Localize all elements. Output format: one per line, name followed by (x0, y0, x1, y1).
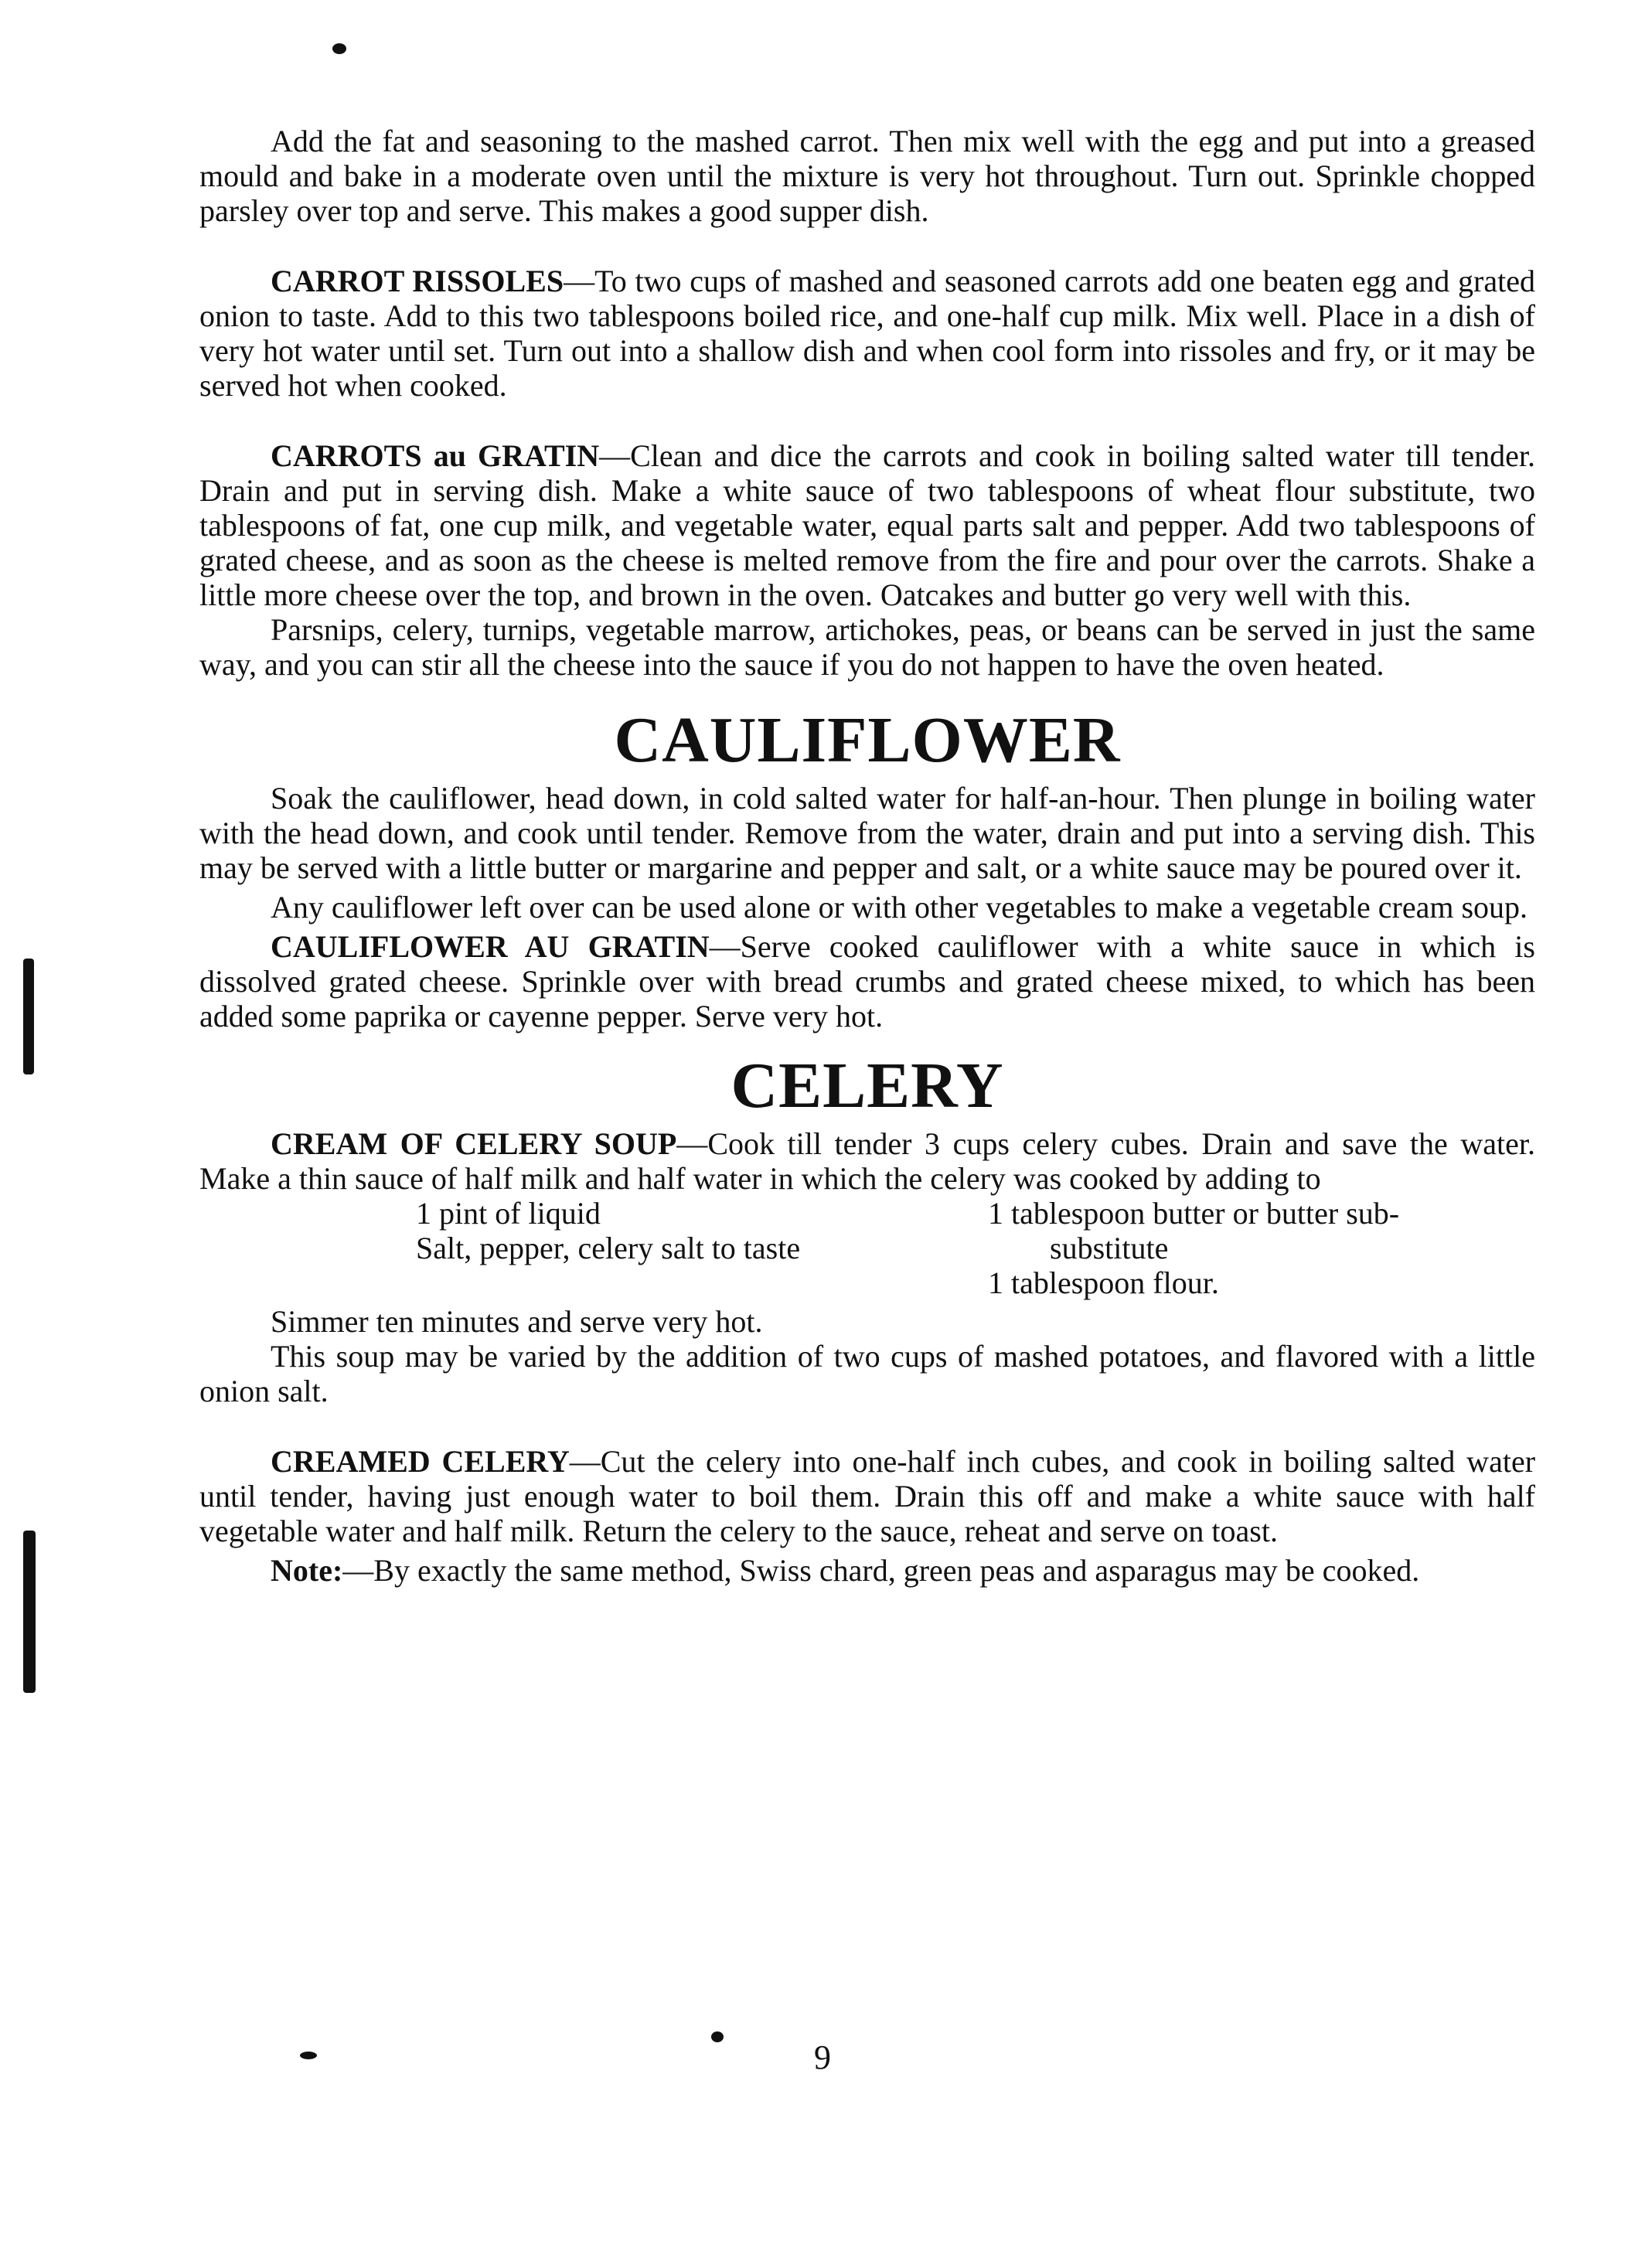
note-label: Note: (271, 1553, 343, 1588)
ingredient-item: Salt, pepper, celery salt to taste (416, 1231, 801, 1265)
section-heading-celery: CELERY (731, 1050, 1004, 1122)
section-heading-cauliflower: CAULIFLOWER (614, 704, 1121, 776)
cauliflower-au-gratin-recipe: CAULIFLOWER AU GRATIN—Serve cooked cauliflower with a white sauce in which is dissolved grated cheese. Sprinkle over with bread crumbs and grated cheese mixed, to which has been added some paprika or cayenne pepper. Serve very hot. (199, 929, 1535, 1034)
simmer-instruction: Simmer ten minutes and serve very hot. (271, 1304, 763, 1339)
ingredient-list (199, 1196, 1535, 1304)
creamed-celery-recipe: CREAMED CELERY—Cut the celery into one-half inch cubes, and cook in boiling salted water until tender, having just enough water to boil them. Drain this off and make a white sauce with half vegetable water and half milk. Return the celery to the sauce, reheat and serve on toast. (199, 1444, 1536, 1548)
recipe-title: CARROTS au GRATIN (271, 438, 600, 473)
cauliflower-paragraph: Soak the cauliflower, head down, in cold salted water for half-an-hour. Then plunge in boiling water with the head down, and cook until tender. Remove from the water, drain and put into a serving dish. This may be served with a little butter or margarine and pepper and salt, or a white sauce may be poured over it. (199, 781, 1535, 885)
scan-speck (332, 43, 346, 54)
ingredient-item: 1 tablespoon flour. (988, 1265, 1219, 1300)
cauliflower-leftover-paragraph: Any cauliflower left over can be used alone or with other vegetables to make a vegetable cream soup. (271, 890, 1528, 925)
ingredient-item: substitute (1050, 1231, 1169, 1265)
carrots-variation-paragraph: Parsnips, celery, turnips, vegetable marrow, artichokes, peas, or beans can be served in just the same way, and you can stir all the cheese into the sauce if you do not happen to have the oven heated. (199, 612, 1535, 682)
ingredient-column-right (988, 1196, 1545, 1300)
intro-paragraph: Add the fat and seasoning to the mashed carrot. Then mix well with the egg and put into a greased mould and bake in a moderate oven until the mixture is very hot throughout. Turn out. Sprinkle chopped parsley over top and serve. This makes a good supper dish. (199, 124, 1535, 228)
note-paragraph: Note:—By exactly the same method, Swiss chard, green peas and asparagus may be cooked. (271, 1553, 1420, 1588)
recipe-title: CAULIFLOWER AU GRATIN (271, 929, 710, 964)
recipe-title: CARROT RISSOLES (271, 264, 564, 298)
carrot-rissoles-recipe: CARROT RISSOLES—To two cups of mashed and seasoned carrots add one beaten egg and grated onion to taste. Add to this two tablespoons boiled rice, and one-half cup milk. Mix well. Place in a dish of very hot water until set. Turn out into a shallow dish and when cool form into rissoles and fry, or it may be served hot when cooked. (199, 264, 1535, 403)
margin-binding-mark (23, 959, 34, 1074)
page-number: 9 (814, 2038, 831, 2076)
recipe-title: CREAMED CELERY (271, 1444, 570, 1479)
ingredient-column-left (416, 1196, 957, 1265)
soup-variation-paragraph: This soup may be varied by the addition of two cups of mashed potatoes, and flavored with a little onion salt. (199, 1339, 1535, 1408)
ingredient-item: 1 pint of liquid (416, 1196, 601, 1231)
carrots-au-gratin-recipe: CARROTS au GRATIN—Clean and dice the carrots and cook in boiling salted water till tender. Drain and put in serving dish. Make a white sauce of two tablespoons of wheat flour substitute, two tablespoons of fat, one cup milk, and vegetable water, equal parts salt and pepper. Add two tablespoons of grated cheese, and as soon as the cheese is melted remove from the fire and pour over the carrots. Shake a little more cheese over the top, and brown in the oven. Oatcakes and butter go very well with this. (199, 438, 1535, 612)
text-column (199, 124, 1535, 1588)
cream-of-celery-soup-recipe: CREAM OF CELERY SOUP—Cook till tender 3 cups celery cubes. Drain and save the water. Make a thin sauce of half milk and half water in which the celery was cooked by adding to (199, 1126, 1535, 1196)
ingredient-item: 1 tablespoon butter or butter sub- (988, 1196, 1400, 1231)
margin-binding-mark (23, 1531, 36, 1693)
recipe-title: CREAM OF CELERY SOUP (271, 1126, 677, 1161)
